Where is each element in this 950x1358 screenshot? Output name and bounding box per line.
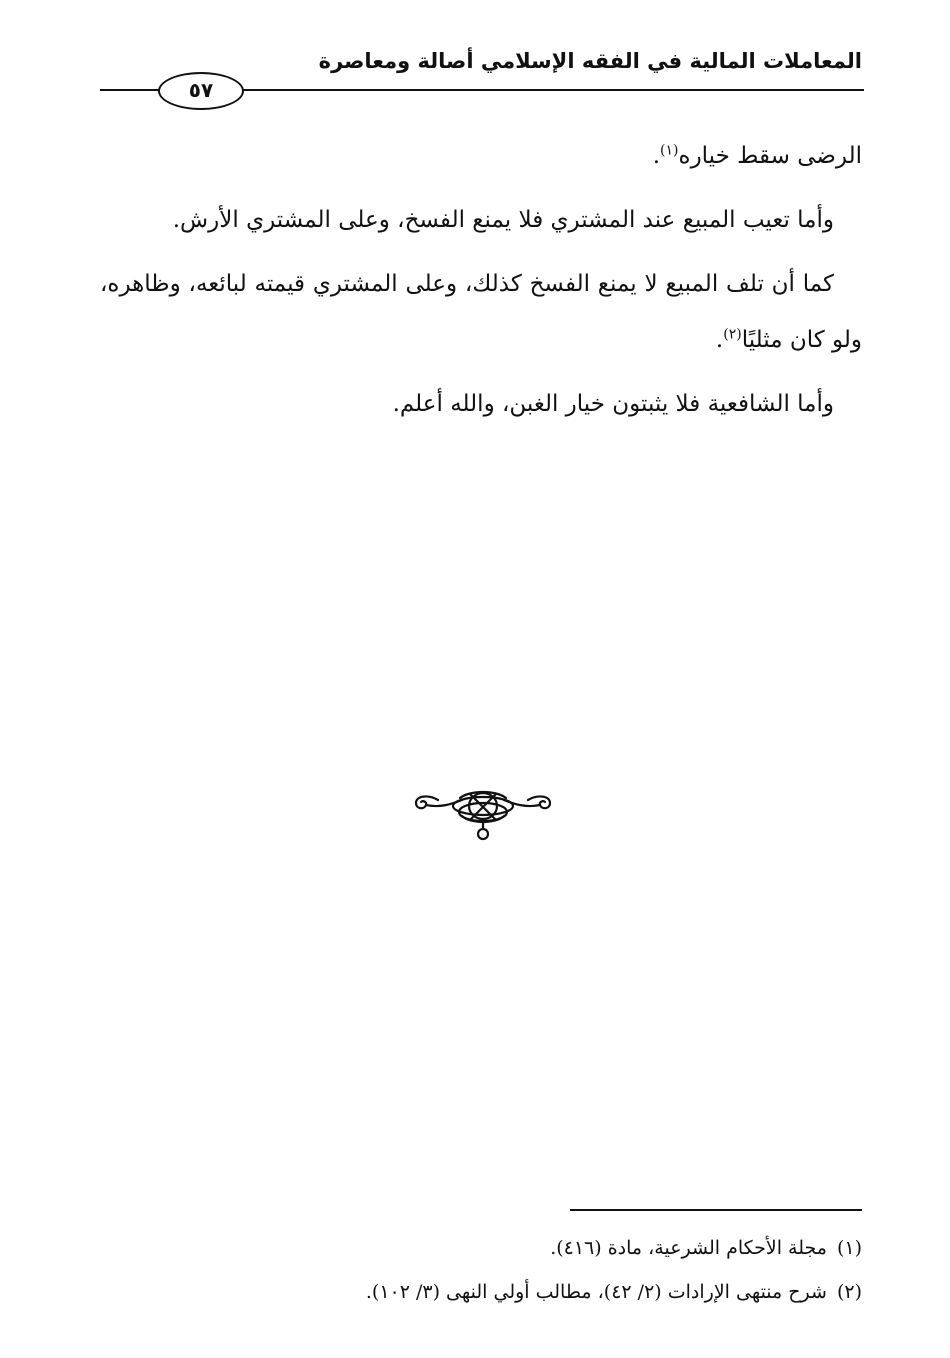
- paragraph-1-end: .: [652, 143, 661, 169]
- paragraph-3-end: .: [715, 327, 724, 353]
- footnote-2: [100, 1270, 862, 1314]
- knot-ornament-icon: [410, 786, 556, 844]
- page-number: ٥٧: [158, 72, 244, 110]
- running-title: المعاملات المالية في الفقه الإسلامي أصالة ومعاصرة: [318, 49, 862, 73]
- footnote-1: [100, 1226, 862, 1270]
- footnote-1-text: مجلة الأحكام الشرعية، مادة (٤١٦).: [550, 1237, 827, 1259]
- footnote-ref-1[interactable]: (١): [660, 142, 679, 159]
- paragraph-2: وأما تعيب المبيع عند المشتري فلا يمنع الفسخ، وعلى المشتري الأرش.: [172, 207, 834, 233]
- paragraph-1: [100, 128, 862, 184]
- paragraph-3: [100, 256, 862, 368]
- paragraph-4: وأما الشافعية فلا يثبتون خيار الغبن، والله أعلم.: [392, 391, 834, 417]
- footnote-1-number: (١): [836, 1237, 862, 1259]
- footnote-2-text: شرح منتهى الإرادات (٢/ ٤٢)، مطالب أولي النهى (٣/ ١٠٢).: [365, 1281, 827, 1303]
- footnote-rule: [570, 1209, 862, 1211]
- paragraph-1-text: الرضى سقط خياره: [678, 143, 862, 169]
- body-text: [100, 128, 862, 432]
- footnote-2-number: (٢): [836, 1281, 862, 1303]
- footnotes: [100, 1226, 862, 1314]
- paragraph-3-text: كما أن تلف المبيع لا يمنع الفسخ كذلك، وعلى المشتري قيمته لبائعه، وظاهره، ولو كان مثليًا: [100, 271, 862, 353]
- footnote-ref-2[interactable]: (٢): [723, 326, 742, 343]
